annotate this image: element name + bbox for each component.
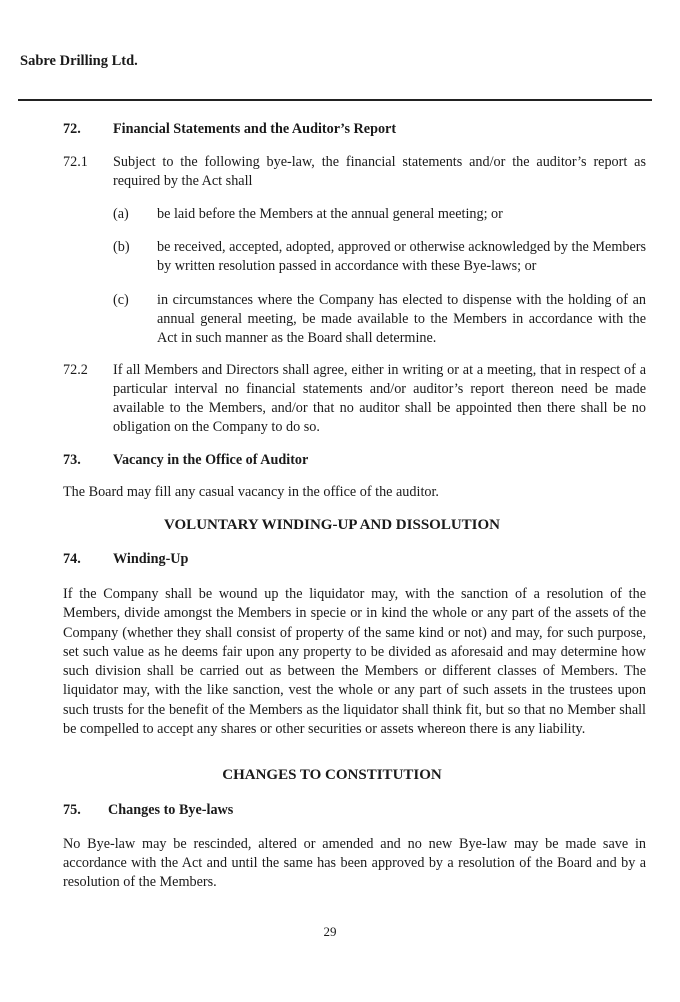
section-73-title: Vacancy in the Office of Auditor (113, 452, 309, 468)
section-74-title: Winding-Up (113, 551, 189, 567)
heading-changes-to-constitution: CHANGES TO CONSTITUTION (222, 767, 442, 783)
clause-72-1-text: Subject to the following bye-law, the financial statements and/or the auditor’s report as required by the Act shall (113, 154, 646, 189)
section-72-number: 72. (63, 121, 81, 137)
section-75-title: Changes to Bye-laws (108, 802, 234, 818)
section-74-text: If the Company shall be wound up the liquidator may, with the sanction of a resolution of the Members, divide amongst the Members in specie or in kind the whole or any part of the assets of the Company (whether they shall consist of property of the same kind or not) and may, for such purpose, set such value as he deems fair upon any property to be divided as aforesaid and may determine how such division shall be carried out as between the Members or different classes of Members. The liquidator may, with the like sanction, vest the whole or any part of such assets in the trustees upon such trusts for the benefit of the Members as the liquidator shall think fit, but so that no Member shall be compelled to accept any shares or other securities or assets whereon there is any liability. (63, 586, 646, 738)
section-74-number: 74. (63, 551, 81, 567)
section-73-number: 73. (63, 452, 81, 468)
page-number: 29 (323, 924, 337, 939)
company-name: Sabre Drilling Ltd. (20, 53, 138, 69)
section-75-text: No Bye-law may be rescinded, altered or amended and no new Bye-law may be made save in accordance with the Act and until the same has been approved by a resolution of the Board and by a resolution of the Members. (63, 836, 646, 890)
clause-72-2-text: If all Members and Directors shall agree, either in writing or at a meeting, that in respect of a particular interval no financial statements and/or auditor’s report thereon need be made available to the Members, and/or that no auditor shall be appointed then there shall be no obligation on the Company to do so. (113, 362, 646, 435)
section-75-number: 75. (63, 802, 81, 818)
item-c-text: in circumstances where the Company has elected to dispense with the holding of an annual general meeting, be made available to the Members in accordance with the Act in such manner as the Board shall determine. (157, 292, 646, 346)
item-a-text: be laid before the Members at the annual general meeting; or (157, 206, 503, 222)
item-c-label: (c) (113, 292, 129, 308)
clause-72-1-number: 72.1 (63, 154, 88, 170)
item-a-label: (a) (113, 206, 129, 222)
clause-72-2-number: 72.2 (63, 362, 88, 378)
heading-voluntary-winding-up: VOLUNTARY WINDING-UP AND DISSOLUTION (163, 517, 501, 533)
item-b-label: (b) (113, 239, 130, 255)
item-b-text: be received, accepted, adopted, approved or otherwise acknowledged by the Members by written resolution passed in accordance with these Bye-laws; or (157, 239, 646, 274)
section-73-text: The Board may fill any casual vacancy in the office of the auditor. (63, 484, 439, 500)
header-rule (18, 99, 652, 101)
section-72-title: Financial Statements and the Auditor’s Report (113, 121, 397, 137)
